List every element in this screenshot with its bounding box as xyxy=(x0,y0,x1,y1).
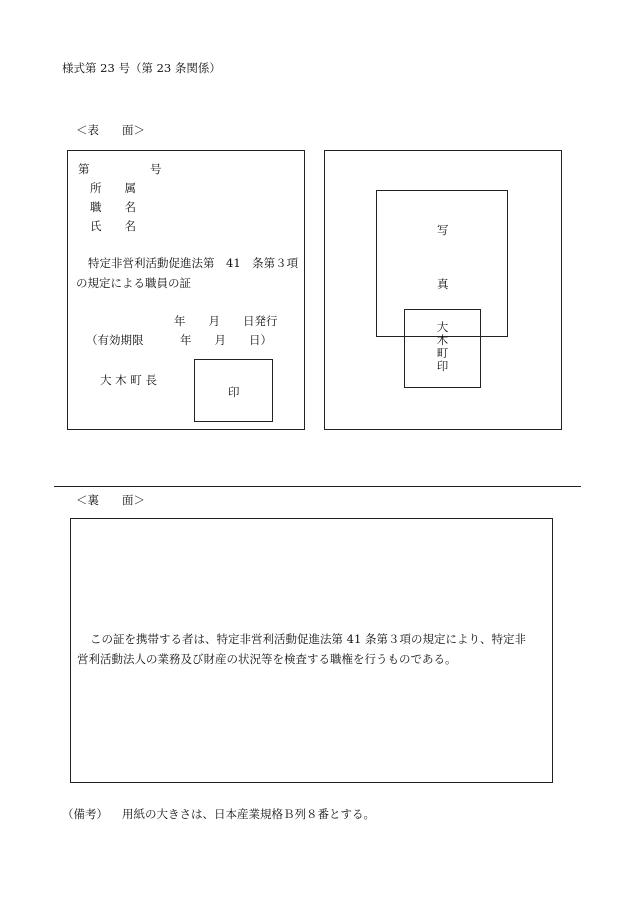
back-card xyxy=(70,518,553,783)
section-divider xyxy=(54,486,581,487)
affiliation-label: 所 属 xyxy=(90,181,136,195)
statement-line-2: の規定による職員の証 xyxy=(76,276,191,290)
back-text-line-1: この証を携帯する者は、特定非営利活動促進法第 41 条第３項の規定により、特定非 xyxy=(90,632,526,646)
valid-label: （有効期限 xyxy=(86,333,144,347)
issuer: 大 木 町 長 xyxy=(100,373,157,387)
back-heading: ＜裏 面＞ xyxy=(76,493,145,507)
job-title-label: 職 名 xyxy=(90,200,136,214)
stamp-char-3: 町 xyxy=(436,346,449,360)
issue-date: 年 月 日発行 xyxy=(174,314,278,328)
stamp-char-1: 大 xyxy=(436,320,449,334)
photo-char-1: 写 xyxy=(437,223,449,237)
card-number-prefix: 第 xyxy=(78,162,90,176)
stamp-box xyxy=(404,309,481,388)
back-text-line-2: 営利活動法人の業務及び財産の状況等を検査する職権を行うものである。 xyxy=(77,652,457,666)
front-heading: ＜表 面＞ xyxy=(76,123,145,137)
stamp-text xyxy=(405,321,480,373)
valid-date: 年 月 日） xyxy=(180,333,272,347)
note-text: 用紙の大きさは、日本産業規格Ｂ列８番とする。 xyxy=(122,807,375,821)
note-label: （備考） xyxy=(62,807,108,821)
stamp-char-4: 印 xyxy=(436,359,449,373)
name-label: 氏 名 xyxy=(90,219,136,233)
front-card xyxy=(67,150,305,430)
form-title: 様式第 23 号（第 23 条関係） xyxy=(62,61,221,75)
seal-label: 印 xyxy=(228,385,240,399)
card-number-suffix: 号 xyxy=(150,162,162,176)
statement-line-1: 特定非営利活動促進法第 41 条第３項 xyxy=(88,256,299,270)
stamp-char-2: 木 xyxy=(436,333,449,347)
seal-box xyxy=(194,359,273,422)
photo-char-2: 真 xyxy=(437,277,449,291)
photo-card xyxy=(324,150,562,430)
